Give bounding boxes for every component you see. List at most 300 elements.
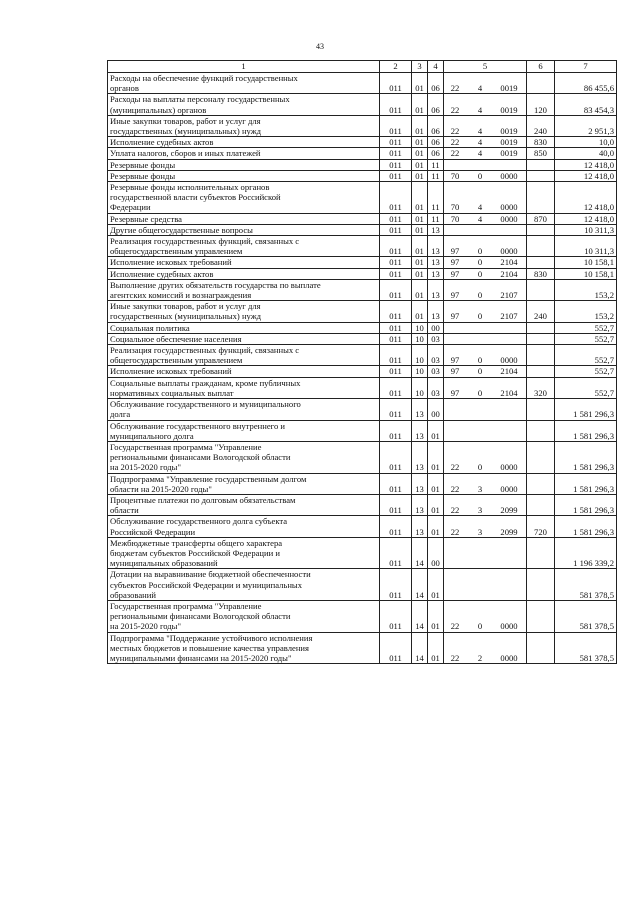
page-number: 43	[316, 42, 324, 51]
row-amount: 83 454,3	[555, 94, 617, 115]
row-pr: 01	[428, 420, 444, 441]
row-pr: 06	[428, 115, 444, 136]
row-rz: 10	[412, 333, 428, 344]
row-csr-direction: 2107	[500, 290, 518, 301]
header-cell-name: 1	[108, 61, 380, 73]
row-grbs: 011	[380, 569, 412, 601]
row-pr: 00	[428, 399, 444, 420]
row-amount: 2 951,3	[555, 115, 617, 136]
table-row	[108, 159, 617, 170]
row-vr	[527, 159, 555, 170]
table-row	[108, 279, 617, 300]
row-name: Государственная программа "Управление региональными финансами Вологодской области на 2015-2020 годы"	[108, 441, 380, 473]
row-pr: 13	[428, 301, 444, 322]
row-rz: 14	[412, 632, 428, 664]
row-amount: 1 581 296,3	[555, 420, 617, 441]
row-csr	[444, 473, 527, 494]
row-amount: 86 455,6	[555, 73, 617, 94]
table-row	[108, 494, 617, 515]
row-pr: 01	[428, 600, 444, 632]
row-csr-subprogram: 0	[477, 366, 483, 377]
row-amount: 12 418,0	[555, 170, 617, 181]
row-rz: 13	[412, 441, 428, 473]
row-grbs: 011	[380, 257, 412, 268]
row-csr	[444, 420, 527, 441]
row-vr	[527, 569, 555, 601]
row-rz: 10	[412, 377, 428, 398]
row-csr-subprogram: 2	[477, 652, 483, 663]
row-vr	[527, 494, 555, 515]
row-grbs: 011	[380, 148, 412, 159]
row-csr-subprogram: 3	[477, 505, 483, 516]
row-grbs: 011	[380, 516, 412, 537]
row-grbs: 011	[380, 537, 412, 569]
header-cell-grbs: 2	[380, 61, 412, 73]
row-grbs: 011	[380, 600, 412, 632]
row-amount: 552,7	[555, 322, 617, 333]
row-pr: 03	[428, 345, 444, 366]
row-amount: 552,7	[555, 345, 617, 366]
row-vr	[527, 366, 555, 377]
row-rz: 13	[412, 516, 428, 537]
row-pr: 13	[428, 257, 444, 268]
row-csr-direction: 2099	[500, 526, 518, 537]
row-csr	[444, 257, 527, 268]
row-amount: 153,2	[555, 301, 617, 322]
row-amount: 1 196 339,2	[555, 537, 617, 569]
table-row	[108, 441, 617, 473]
row-pr: 03	[428, 333, 444, 344]
row-grbs: 011	[380, 159, 412, 170]
row-name: Социальные выплаты гражданам, кроме публичных нормативных социальных выплат	[108, 377, 380, 398]
row-csr-program: 97	[450, 355, 460, 366]
row-name: Обслуживание государственного долга субъекта Российской Федерации	[108, 516, 380, 537]
row-csr-direction: 0000	[500, 213, 518, 224]
row-name: Иные закупки товаров, работ и услуг для государственных (муниципальных) нужд	[108, 115, 380, 136]
row-name: Подпрограмма "Поддержание устойчивого исполнения местных бюджетов и повышение качества управления муниципальными финансами на 2015-2020 годы"	[108, 632, 380, 664]
row-rz: 01	[412, 236, 428, 257]
row-grbs: 011	[380, 94, 412, 115]
row-name: Исполнение исковых требований	[108, 257, 380, 268]
row-vr	[527, 257, 555, 268]
row-pr: 01	[428, 473, 444, 494]
row-csr	[444, 399, 527, 420]
row-name: Резервные фонды	[108, 170, 380, 181]
row-name: Резервные фонды исполнительных органов государственной власти субъектов Российской Федерации	[108, 182, 380, 214]
row-rz: 01	[412, 159, 428, 170]
row-csr-program: 22	[450, 652, 460, 663]
table-row	[108, 322, 617, 333]
row-grbs: 011	[380, 268, 412, 279]
row-rz: 10	[412, 345, 428, 366]
row-amount: 10 311,3	[555, 236, 617, 257]
row-csr-program: 22	[450, 137, 460, 148]
row-amount: 1 581 296,3	[555, 516, 617, 537]
row-vr	[527, 537, 555, 569]
row-amount: 581 378,5	[555, 632, 617, 664]
row-csr-program: 22	[450, 526, 460, 537]
table-row	[108, 366, 617, 377]
row-rz: 01	[412, 279, 428, 300]
table-row	[108, 473, 617, 494]
row-vr	[527, 73, 555, 94]
row-vr	[527, 236, 555, 257]
row-csr-direction: 0019	[500, 104, 518, 115]
row-amount: 12 418,0	[555, 159, 617, 170]
row-csr-subprogram: 0	[477, 257, 483, 268]
row-rz: 14	[412, 537, 428, 569]
row-rz: 01	[412, 137, 428, 148]
row-csr-direction: 0000	[500, 483, 518, 494]
row-amount: 40,0	[555, 148, 617, 159]
table-row	[108, 420, 617, 441]
row-pr: 13	[428, 236, 444, 257]
table-row	[108, 377, 617, 398]
row-amount: 581 378,5	[555, 569, 617, 601]
row-csr	[444, 569, 527, 601]
table-row	[108, 137, 617, 148]
row-amount: 552,7	[555, 333, 617, 344]
row-rz: 01	[412, 170, 428, 181]
row-name: Реализация государственных функций, связанных с общегосударственным управлением	[108, 345, 380, 366]
row-amount: 1 581 296,3	[555, 441, 617, 473]
row-grbs: 011	[380, 345, 412, 366]
row-csr-subprogram: 4	[477, 213, 483, 224]
row-csr	[444, 516, 527, 537]
row-csr-direction: 2104	[500, 257, 518, 268]
row-vr	[527, 632, 555, 664]
row-csr	[444, 600, 527, 632]
row-pr: 01	[428, 494, 444, 515]
row-pr: 11	[428, 170, 444, 181]
table-row	[108, 148, 617, 159]
table-row	[108, 632, 617, 664]
row-csr-program: 22	[450, 148, 460, 159]
row-csr-program: 97	[450, 257, 460, 268]
row-csr-program: 70	[450, 202, 460, 213]
row-amount: 10 158,1	[555, 268, 617, 279]
table-row	[108, 399, 617, 420]
row-amount: 12 418,0	[555, 182, 617, 214]
row-csr-direction: 0019	[500, 148, 518, 159]
row-pr: 13	[428, 279, 444, 300]
row-csr-direction: 0000	[500, 202, 518, 213]
row-name: Иные закупки товаров, работ и услуг для государственных (муниципальных) нужд	[108, 301, 380, 322]
header-cell-amount: 7	[555, 61, 617, 73]
row-csr-program: 22	[450, 621, 460, 632]
row-pr: 06	[428, 94, 444, 115]
row-amount: 1 581 296,3	[555, 399, 617, 420]
row-name: Государственная программа "Управление региональными финансами Вологодской области на 2015-2020 годы"	[108, 600, 380, 632]
row-name: Исполнение судебных актов	[108, 268, 380, 279]
row-csr-program: 97	[450, 366, 460, 377]
row-pr: 11	[428, 213, 444, 224]
table-row	[108, 516, 617, 537]
row-csr	[444, 366, 527, 377]
row-csr-program: 97	[450, 290, 460, 301]
row-name: Подпрограмма "Управление государственным долгом области на 2015-2020 годы"	[108, 473, 380, 494]
row-csr-program: 97	[450, 268, 460, 279]
row-csr	[444, 148, 527, 159]
row-name: Обслуживание государственного внутреннего и муниципального долга	[108, 420, 380, 441]
row-csr-direction: 0000	[500, 621, 518, 632]
row-csr-program: 22	[450, 462, 460, 473]
table-row	[108, 268, 617, 279]
row-csr-direction: 0019	[500, 126, 518, 137]
row-pr: 01	[428, 516, 444, 537]
row-csr-direction: 0000	[500, 652, 518, 663]
row-csr	[444, 159, 527, 170]
table-row	[108, 94, 617, 115]
row-csr-direction: 0019	[500, 137, 518, 148]
row-grbs: 011	[380, 213, 412, 224]
row-csr-subprogram: 4	[477, 137, 483, 148]
row-csr-subprogram: 0	[477, 355, 483, 366]
row-csr-subprogram: 0	[477, 170, 483, 181]
row-vr: 240	[527, 115, 555, 136]
row-pr: 06	[428, 148, 444, 159]
row-grbs: 011	[380, 73, 412, 94]
row-csr-program: 97	[450, 387, 460, 398]
row-name: Расходы на обеспечение функций государственных органов	[108, 73, 380, 94]
row-name: Обслуживание государственного и муниципального долга	[108, 399, 380, 420]
table-row	[108, 224, 617, 235]
row-pr: 01	[428, 632, 444, 664]
row-csr-program: 97	[450, 311, 460, 322]
row-csr-program: 22	[450, 126, 460, 137]
row-vr	[527, 473, 555, 494]
row-csr-subprogram: 4	[477, 104, 483, 115]
table-row	[108, 301, 617, 322]
row-name: Другие общегосударственные вопросы	[108, 224, 380, 235]
row-grbs: 011	[380, 322, 412, 333]
row-vr	[527, 399, 555, 420]
row-vr: 830	[527, 268, 555, 279]
row-rz: 01	[412, 73, 428, 94]
row-pr: 13	[428, 224, 444, 235]
table-row	[108, 182, 617, 214]
row-vr	[527, 170, 555, 181]
row-rz: 01	[412, 268, 428, 279]
table-row	[108, 537, 617, 569]
table-row	[108, 170, 617, 181]
row-amount: 581 378,5	[555, 600, 617, 632]
row-csr-program: 22	[450, 483, 460, 494]
row-vr	[527, 279, 555, 300]
row-csr	[444, 236, 527, 257]
row-pr: 00	[428, 537, 444, 569]
row-rz: 01	[412, 224, 428, 235]
row-csr-program: 22	[450, 83, 460, 94]
row-amount: 10 311,3	[555, 224, 617, 235]
row-vr	[527, 441, 555, 473]
row-rz: 10	[412, 322, 428, 333]
row-name: Выполнение других обязательств государства по выплате агентских комиссий и вознаграждения	[108, 279, 380, 300]
row-grbs: 011	[380, 301, 412, 322]
row-grbs: 011	[380, 236, 412, 257]
row-csr-program: 70	[450, 170, 460, 181]
row-name: Резервные фонды	[108, 159, 380, 170]
row-name: Расходы на выплаты персоналу государственных (муниципальных) органов	[108, 94, 380, 115]
row-amount: 10 158,1	[555, 257, 617, 268]
row-vr	[527, 182, 555, 214]
row-csr-subprogram: 3	[477, 526, 483, 537]
row-amount: 552,7	[555, 366, 617, 377]
row-csr	[444, 170, 527, 181]
row-csr-subprogram: 0	[477, 462, 483, 473]
row-rz: 13	[412, 473, 428, 494]
header-cell-rz: 3	[412, 61, 428, 73]
row-csr-subprogram: 4	[477, 202, 483, 213]
row-rz: 01	[412, 115, 428, 136]
row-csr	[444, 137, 527, 148]
table-row	[108, 333, 617, 344]
row-amount: 153,2	[555, 279, 617, 300]
row-csr	[444, 333, 527, 344]
row-pr: 03	[428, 377, 444, 398]
row-vr	[527, 333, 555, 344]
row-csr	[444, 537, 527, 569]
row-csr-direction: 0000	[500, 462, 518, 473]
row-csr	[444, 224, 527, 235]
row-csr-subprogram: 0	[477, 387, 483, 398]
row-name: Межбюджетные трансферты общего характера бюджетам субъектов Российской Федерации и муниципальных образований	[108, 537, 380, 569]
row-rz: 14	[412, 569, 428, 601]
row-vr	[527, 420, 555, 441]
row-csr	[444, 115, 527, 136]
row-csr-direction: 0000	[500, 355, 518, 366]
row-csr	[444, 377, 527, 398]
table-row	[108, 257, 617, 268]
table-row	[108, 115, 617, 136]
row-csr	[444, 322, 527, 333]
row-vr: 720	[527, 516, 555, 537]
row-csr-program: 22	[450, 104, 460, 115]
row-grbs: 011	[380, 366, 412, 377]
row-grbs: 011	[380, 420, 412, 441]
row-rz: 01	[412, 148, 428, 159]
table-row	[108, 345, 617, 366]
row-name: Исполнение исковых требований	[108, 366, 380, 377]
row-csr-subprogram: 0	[477, 621, 483, 632]
row-grbs: 011	[380, 333, 412, 344]
row-pr: 13	[428, 268, 444, 279]
row-csr-subprogram: 0	[477, 268, 483, 279]
row-pr: 06	[428, 73, 444, 94]
row-csr-direction: 2107	[500, 311, 518, 322]
row-rz: 13	[412, 399, 428, 420]
row-csr-subprogram: 0	[477, 311, 483, 322]
row-vr	[527, 600, 555, 632]
row-csr	[444, 494, 527, 515]
row-csr-subprogram: 0	[477, 246, 483, 257]
row-grbs: 011	[380, 224, 412, 235]
row-vr: 870	[527, 213, 555, 224]
table-row	[108, 213, 617, 224]
table-header-row	[108, 61, 617, 73]
row-grbs: 011	[380, 441, 412, 473]
row-grbs: 011	[380, 473, 412, 494]
row-rz: 14	[412, 600, 428, 632]
row-name: Исполнение судебных актов	[108, 137, 380, 148]
row-csr	[444, 441, 527, 473]
row-name: Социальная политика	[108, 322, 380, 333]
row-name: Социальное обеспечение населения	[108, 333, 380, 344]
row-rz: 01	[412, 94, 428, 115]
row-name: Дотации на выравнивание бюджетной обеспеченности субъектов Российской Федерации и муниципальных образований	[108, 569, 380, 601]
table-row	[108, 73, 617, 94]
table-row	[108, 236, 617, 257]
row-csr-subprogram: 3	[477, 483, 483, 494]
row-rz: 13	[412, 494, 428, 515]
row-amount: 1 581 296,3	[555, 494, 617, 515]
row-rz: 01	[412, 182, 428, 214]
table-row	[108, 569, 617, 601]
row-csr-subprogram: 4	[477, 126, 483, 137]
row-csr-direction: 0000	[500, 246, 518, 257]
row-csr	[444, 213, 527, 224]
row-csr-direction: 2099	[500, 505, 518, 516]
row-csr-subprogram: 4	[477, 83, 483, 94]
row-vr: 240	[527, 301, 555, 322]
row-csr-direction: 2104	[500, 268, 518, 279]
row-vr	[527, 224, 555, 235]
row-vr	[527, 345, 555, 366]
row-grbs: 011	[380, 632, 412, 664]
row-rz: 01	[412, 213, 428, 224]
row-csr	[444, 182, 527, 214]
row-rz: 13	[412, 420, 428, 441]
row-csr-direction: 0000	[500, 170, 518, 181]
row-grbs: 011	[380, 137, 412, 148]
row-pr: 01	[428, 569, 444, 601]
row-amount: 10,0	[555, 137, 617, 148]
row-pr: 01	[428, 441, 444, 473]
row-rz: 01	[412, 301, 428, 322]
row-grbs: 011	[380, 170, 412, 181]
row-csr-program: 97	[450, 246, 460, 257]
row-csr-direction: 2104	[500, 387, 518, 398]
row-csr	[444, 279, 527, 300]
row-name: Реализация государственных функций, связанных с общегосударственным управлением	[108, 236, 380, 257]
row-amount: 1 581 296,3	[555, 473, 617, 494]
row-csr-program: 22	[450, 505, 460, 516]
table-row	[108, 600, 617, 632]
row-grbs: 011	[380, 399, 412, 420]
row-csr	[444, 73, 527, 94]
row-rz: 10	[412, 366, 428, 377]
row-amount: 552,7	[555, 377, 617, 398]
row-pr: 11	[428, 159, 444, 170]
row-name: Резервные средства	[108, 213, 380, 224]
row-vr	[527, 322, 555, 333]
row-csr	[444, 345, 527, 366]
row-csr	[444, 632, 527, 664]
row-grbs: 011	[380, 377, 412, 398]
row-pr: 03	[428, 366, 444, 377]
header-cell-vr: 6	[527, 61, 555, 73]
row-pr: 06	[428, 137, 444, 148]
table-body	[108, 61, 617, 664]
row-csr-program: 70	[450, 213, 460, 224]
row-csr-subprogram: 0	[477, 290, 483, 301]
row-pr: 11	[428, 182, 444, 214]
row-csr-subprogram: 4	[477, 148, 483, 159]
row-vr: 120	[527, 94, 555, 115]
row-vr: 830	[527, 137, 555, 148]
row-csr	[444, 301, 527, 322]
row-csr	[444, 268, 527, 279]
